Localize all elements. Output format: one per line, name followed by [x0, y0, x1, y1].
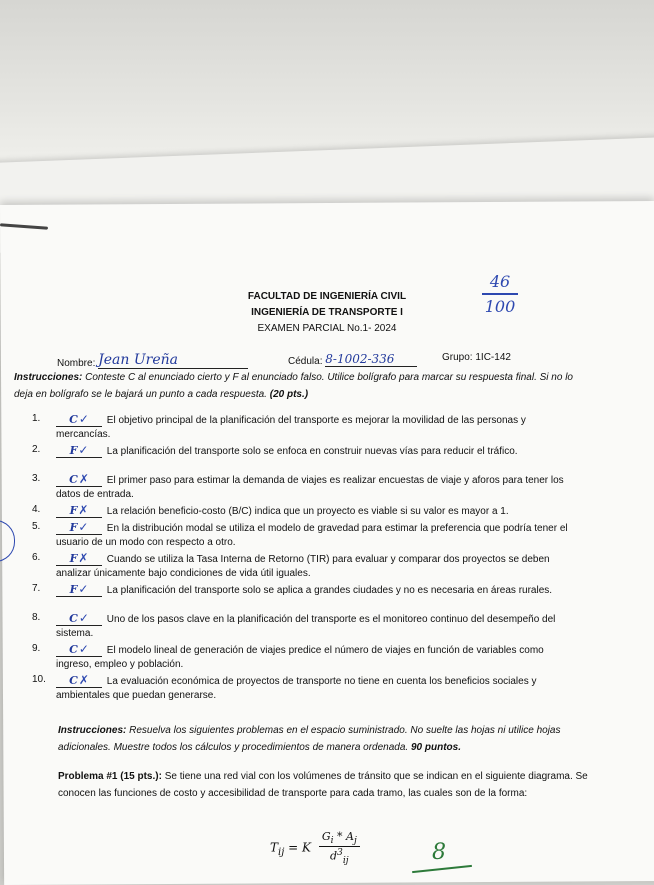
answer-blank — [56, 611, 102, 626]
name-field — [57, 352, 248, 369]
question-number: 1. — [32, 413, 41, 424]
gravity-formula — [270, 830, 360, 866]
question-text: Cuando se utiliza la Tasa Interna de Retorno (TIR) para evaluar y comparar dos proyectos se deben analizar únicamente bajo condiciones de vida útil iguales. — [56, 554, 550, 579]
problems-instructions — [58, 722, 588, 756]
grade-mark-icon: ✓ — [78, 642, 89, 656]
formula-num: G — [321, 830, 331, 843]
tf-instructions-points: (20 pts.) — [266, 389, 309, 400]
answer-blank — [56, 520, 102, 535]
exam-title: EXAMEN PARCIAL No.1- 2024 — [257, 323, 397, 334]
question-number: 9. — [32, 643, 41, 654]
true-false-list — [32, 412, 582, 704]
problems-instructions-points: 90 puntos. — [408, 742, 461, 753]
grade-mark-icon: ✓ — [78, 443, 89, 457]
question-number: 3. — [32, 473, 41, 484]
problems-instructions-lead: Instrucciones: — [58, 725, 127, 736]
score-total: 100 — [484, 296, 516, 316]
tf-instructions — [14, 369, 576, 403]
formula-num-sub: i — [330, 835, 334, 847]
problem-1-title: Problema #1 (15 pts.): — [58, 771, 162, 782]
name-label: Nombre: — [57, 358, 96, 369]
formula-lhs-sub: ij — [278, 846, 285, 858]
question-item — [32, 503, 582, 519]
question-item — [32, 673, 582, 703]
question-number: 10. — [32, 674, 46, 685]
answer-blank — [56, 412, 102, 427]
question-text: La planificación del transporte solo se enfoca en construir nuevas vías para reducir el tráfico. — [106, 446, 518, 457]
question-text: La relación beneficio-costo (B/C) indica que un proyecto es viable si su valor es mayor a 1. — [106, 506, 509, 517]
formula-fraction — [319, 830, 360, 866]
answer-value: C — [69, 612, 78, 625]
score-divider — [482, 293, 518, 295]
formula-equals: = K — [288, 840, 311, 855]
exam-score — [470, 272, 530, 316]
id-field — [288, 352, 417, 367]
score-earned: 46 — [489, 272, 511, 291]
question-text: El objetivo principal de la planificación del transporte es mejorar la movilidad de las personas y mercancías. — [56, 415, 526, 440]
grade-mark-icon: ✓ — [78, 520, 89, 534]
grade-mark-icon: ✗ — [78, 673, 89, 687]
course-title: INGENIERÍA DE TRANSPORTE I — [251, 307, 403, 318]
answer-value: C — [69, 674, 78, 687]
question-item — [32, 642, 582, 672]
question-number: 8. — [32, 612, 41, 623]
answer-blank — [56, 551, 102, 566]
answer-blank — [56, 443, 102, 458]
grade-mark-icon: ✓ — [78, 412, 89, 426]
question-item — [32, 582, 582, 610]
id-label: Cédula: — [288, 356, 323, 367]
question-number: 2. — [32, 444, 41, 455]
question-item — [32, 551, 582, 581]
question-text: En la distribución modal se utiliza el modelo de gravedad para estimar la preferencia que podría tener el usuario de un modo con respecto a otro. — [56, 523, 568, 548]
answer-blank — [56, 673, 102, 688]
question-item — [32, 611, 582, 641]
answer-value: F — [69, 504, 78, 517]
answer-value: C — [69, 413, 78, 426]
question-item — [32, 443, 582, 471]
answer-blank — [56, 472, 102, 487]
grade-mark-icon: ✗ — [78, 551, 89, 565]
answer-value: C — [69, 643, 78, 656]
problem-1 — [58, 768, 588, 802]
formula-den-sub: ij — [342, 855, 349, 867]
group-field — [442, 352, 511, 363]
answer-value: F — [69, 552, 78, 565]
question-text: El modelo lineal de generación de viajes predice el número de viajes en función de variables como ingreso, empleo y población. — [56, 645, 544, 670]
question-text: El primer paso para estimar la demanda de viajes es realizar encuestas de viaje y aforos para tener los datos de entrada. — [56, 475, 564, 500]
question-text: Uno de los pasos clave en la planificación del transporte es el monitoreo continuo del desempeño del sistema. — [56, 614, 556, 639]
grade-mark-icon: ✓ — [78, 611, 89, 625]
formula-lhs: T — [270, 840, 279, 855]
id-value: 8-1002-336 — [325, 352, 417, 367]
grade-mark-icon: ✗ — [78, 472, 89, 486]
question-text: La evaluación económica de proyectos de transporte no tiene en cuenta los beneficios sociales y ambientales que puedan generarse. — [56, 676, 537, 701]
faculty-title: FACULTAD DE INGENIERÍA CIVIL — [247, 291, 407, 302]
group-value: 1IC-142 — [475, 352, 511, 363]
question-item — [32, 472, 582, 502]
grade-mark-icon: ✓ — [78, 582, 89, 596]
answer-blank — [56, 503, 102, 518]
question-number: 4. — [32, 504, 41, 515]
tf-instructions-text: Conteste C al enunciado cierto y F al enunciado falso. Utilice bolígrafo para marcar su respuesta final. Si no lo deja en bolígrafo se le bajará un punto a cada respuesta. — [14, 372, 573, 400]
formula-times: * A — [333, 830, 354, 843]
tf-instructions-lead: Instrucciones: — [14, 372, 83, 383]
problem-1-text: Se tiene una red vial con los volúmenes de tránsito que se indican en el siguiente diagrama. Se conocen las funciones de costo y accesibilidad de transporte para cada tramo, las cuales son de la forma: — [58, 771, 588, 799]
answer-blank — [56, 642, 102, 657]
answer-value: F — [69, 521, 78, 534]
question-number: 5. — [32, 521, 41, 532]
formula-den: d — [330, 849, 338, 863]
answer-value: C — [69, 473, 78, 486]
name-value: Jean Ureña — [98, 352, 248, 369]
problem-1-score: 8 — [432, 840, 446, 865]
question-number: 6. — [32, 552, 41, 563]
answer-value: F — [69, 444, 78, 457]
grade-mark-icon: ✗ — [78, 503, 89, 517]
formula-den-sup: 3 — [337, 847, 343, 859]
question-item — [32, 520, 582, 550]
answer-blank — [56, 582, 102, 597]
group-label: Grupo: — [442, 352, 473, 363]
formula-times-sub: j — [354, 835, 357, 847]
question-text: La planificación del transporte solo se aplica a grandes ciudades y no es necesaria en áreas rurales. — [106, 585, 553, 596]
answer-value: F — [69, 583, 78, 596]
question-item — [32, 412, 582, 442]
problems-instructions-text: Resuelva los siguientes problemas en el espacio suministrado. No suelte las hojas ni utilice hojas adicionales. Muestre todos los cálculos y procedimientos de manera ordenada. — [58, 725, 561, 753]
question-number: 7. — [32, 583, 41, 594]
